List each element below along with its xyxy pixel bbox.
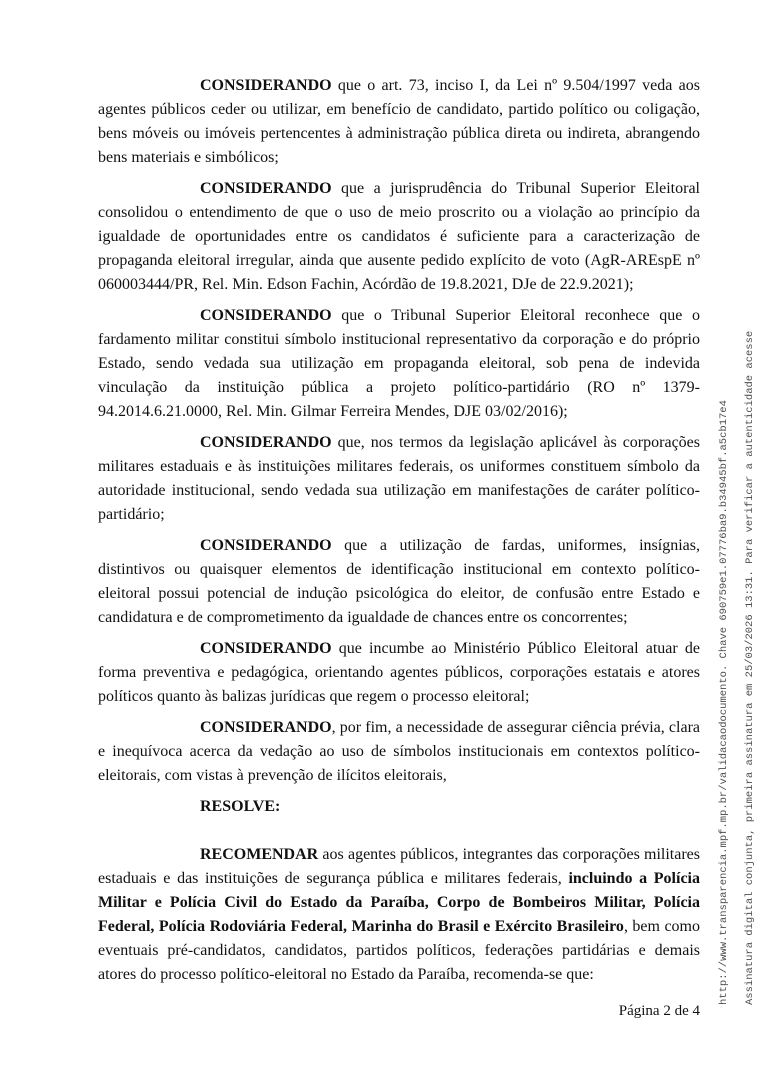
paragraph-bold-text: RECOMENDAR (200, 846, 319, 863)
paragraph-text: que, nos termos da legislação aplicável às corporações militares estaduais e às instituições militares federais, os uniformes constituem símbolo da autoridade institucional, sendo vedada sua utilização em manifestações de caráter político-partidário; (98, 434, 700, 523)
paragraph-text: que incumbe ao Ministério Público Eleitoral atuar de forma preventiva e pedagógica, orientando agentes públicos, corporações estatais e atores políticos quanto às balizas jurídicas que regem o processo eleitoral; (98, 640, 700, 705)
paragraph (98, 534, 700, 630)
paragraph-text: que o art. 73, inciso I, da Lei nº 9.504/1997 veda aos agentes públicos ceder ou utilizar, em benefício de candidato, partido político ou coligação, bens móveis ou imóveis pertencentes à administração pública direta ou indireta, abrangendo bens materiais e simbólicos; (98, 77, 700, 166)
paragraph (98, 843, 700, 987)
paragraph-bold-text: CONSIDERANDO (200, 307, 332, 324)
paragraph (98, 74, 700, 170)
paragraph-bold-text: incluindo a Polícia Militar e Polícia Civil do Estado da Paraíba, Corpo de Bombeiros Militar, Polícia Federal, Polícia Rodoviária Federal, Marinha do Brasil e Exército Brasileiro (98, 870, 700, 935)
paragraph (98, 716, 700, 788)
paragraph-text: , por fim, a necessidade de assegurar ciência prévia, clara e inequívoca acerca da vedação ao uso de símbolos institucionais em contextos político-eleitorais, com vistas à prevenção de ilícitos eleitorais, (98, 719, 700, 784)
paragraph-text: , bem como eventuais pré-candidatos, candidatos, partidos políticos, federações partidárias e demais atores do processo político-eleitoral no Estado da Paraíba, recomenda-se que: (98, 918, 701, 983)
signature-stamp-line-2: http://www.transparencia.mpf.mp.br/validacaodocumento. Chave 690759e1.07776ba9.b34945bf.a5cb17e4 (718, 400, 730, 1005)
signature-stamp-line-1: Assinatura digital conjunta, primeira assinatura em 25/03/2026 13:31. Para verificar a autenticidade acesse (744, 330, 756, 1005)
paragraph-text: aos agentes públicos, integrantes das corporações militares estaduais e das instituições de segurança pública e militares federais, (98, 846, 700, 887)
paragraph-bold-text: RESOLVE: (200, 798, 281, 815)
document-body (98, 74, 700, 994)
paragraph (98, 304, 700, 424)
paragraph-bold-text: CONSIDERANDO (200, 640, 332, 657)
page-number: Página 2 de 4 (618, 1003, 700, 1019)
paragraph-bold-text: CONSIDERANDO (200, 719, 332, 736)
paragraph-text: que a jurisprudência do Tribunal Superior Eleitoral consolidou o entendimento de que o uso de meio proscrito ou a violação ao princípio da igualdade de oportunidades entre os candidatos é suficiente para a caracterização de propaganda eleitoral irregular, ainda que ausente pedido explícito de voto (AgR-AREspE nº 060003444/PR, Rel. Min. Edson Fachin, Acórdão de 19.8.2021, DJe de 22.9.2021); (98, 180, 700, 293)
paragraph (98, 431, 700, 527)
paragraph-bold-text: CONSIDERANDO (200, 77, 332, 94)
paragraph (98, 177, 700, 297)
paragraph-bold-text: CONSIDERANDO (200, 434, 332, 451)
paragraph-text: que a utilização de fardas, uniformes, insígnias, distintivos ou quaisquer elementos de identificação institucional em contexto político-eleitoral possui potencial de indução psicológica do eleitor, de confusão entre Estado e candidatura e de comprometimento da igualdade de chances entre os concorrentes; (98, 537, 700, 626)
paragraph-text: que o Tribunal Superior Eleitoral reconhece que o fardamento militar constitui símbolo institucional representativo da corporação e do próprio Estado, sendo vedada sua utilização em propaganda eleitoral, sob pena de indevida vinculação da instituição pública a projeto político-partidário (RO nº 1379-94.2014.6.21.0000, Rel. Min. Gilmar Ferreira Mendes, DJE 03/02/2016); (98, 307, 700, 420)
resolve-heading (98, 795, 700, 819)
paragraph-bold-text: CONSIDERANDO (200, 537, 332, 554)
paragraph (98, 637, 700, 709)
paragraph-bold-text: CONSIDERANDO (200, 180, 332, 197)
